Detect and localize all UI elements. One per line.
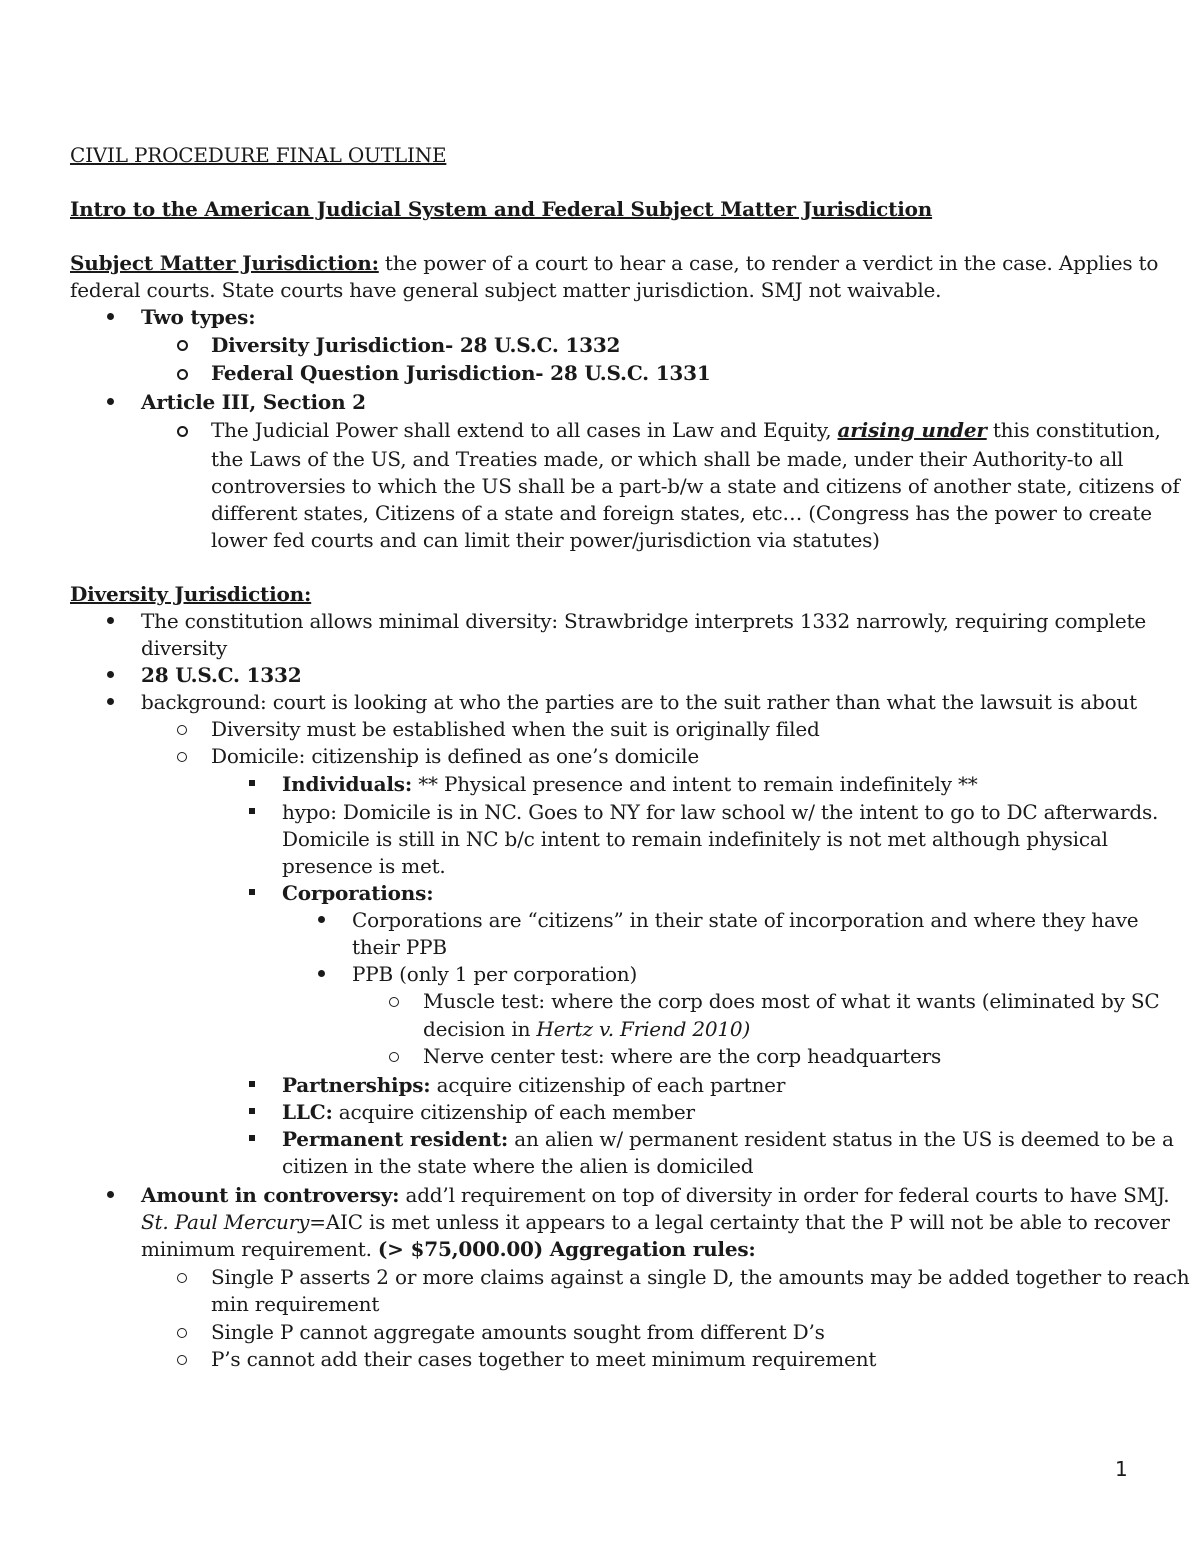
- bullet-icon: [107, 671, 114, 678]
- type-federal-question: Federal Question Jurisdiction- 28 U.S.C. 1331: [211, 361, 711, 385]
- established-text: Diversity must be established when the suit is originally filed: [211, 717, 820, 741]
- aic-line-2: St. Paul Mercury=AIC is met unless it appears to a legal certainty that the P will not be able to recover: [141, 1210, 1170, 1234]
- aggregation-rule-1-line-2: min requirement: [211, 1292, 380, 1316]
- article-text-line-2: the Laws of the US, and Treaties made, or which shall be made, under their Authority-to all: [211, 447, 1124, 471]
- diversity-heading: Diversity Jurisdiction:: [70, 582, 312, 606]
- section-heading: Intro to the American Judicial System and Federal Subject Matter Jurisdiction: [70, 197, 933, 221]
- domicile-text: Domicile: citizenship is defined as one’s domicile: [211, 744, 699, 768]
- two-types-label: Two types:: [141, 305, 256, 329]
- circle-bullet-icon: [389, 997, 399, 1007]
- circle-bullet-icon: [177, 369, 188, 380]
- bullet-icon: [107, 398, 114, 405]
- circle-bullet-icon: [177, 1328, 187, 1338]
- square-bullet-icon: [249, 1108, 255, 1114]
- permanent-resident-line-1: Permanent resident: an alien w/ permanent resident status in the US is deemed to be a: [282, 1127, 1174, 1151]
- corporations-line-2: their PPB: [352, 935, 447, 959]
- page-number: 1: [1115, 1457, 1128, 1481]
- circle-bullet-icon: [177, 426, 188, 437]
- background-text: background: court is looking at who the parties are to the suit rather than what the lawsuit is about: [141, 690, 1137, 714]
- llc-line: LLC: acquire citizenship of each member: [282, 1100, 695, 1124]
- individuals-line: Individuals: ** Physical presence and intent to remain indefinitely **: [282, 772, 978, 796]
- hypo-line-3: presence is met.: [282, 854, 446, 878]
- square-bullet-icon: [249, 780, 255, 786]
- st-paul-mercury-citation: St. Paul Mercury: [141, 1210, 310, 1234]
- bullet-icon: [107, 698, 114, 705]
- square-bullet-icon: [249, 1081, 255, 1087]
- aggregation-rule-2: Single P cannot aggregate amounts sought from different D’s: [211, 1320, 825, 1344]
- square-bullet-icon: [249, 1135, 255, 1141]
- bullet-icon: [318, 970, 325, 977]
- hertz-case-citation: Hertz v. Friend 2010): [536, 1017, 751, 1041]
- square-bullet-icon: [249, 889, 255, 895]
- circle-bullet-icon: [177, 340, 188, 351]
- circle-bullet-icon: [389, 1052, 399, 1062]
- document-title: CIVIL PROCEDURE FINAL OUTLINE: [70, 143, 447, 167]
- bullet-icon: [107, 617, 114, 624]
- aic-line-1: Amount in controversy: add’l requirement on top of diversity in order for federal courts to have SMJ.: [141, 1183, 1170, 1207]
- square-bullet-icon: [249, 808, 255, 814]
- aic-line-3: minimum requirement. (> $75,000.00) Aggregation rules:: [141, 1237, 756, 1261]
- article-text-line-1: The Judicial Power shall extend to all cases in Law and Equity, arising under this constitution,: [211, 418, 1161, 442]
- article-text-line-3: controversies to which the US shall be a part-b/w a state and citizens of another state, citizens of: [211, 474, 1180, 498]
- circle-bullet-icon: [177, 1355, 187, 1365]
- statute-1332: 28 U.S.C. 1332: [141, 663, 302, 687]
- corporations-line-1: Corporations are “citizens” in their state of incorporation and where they have: [352, 908, 1139, 932]
- bullet-icon: [107, 313, 114, 320]
- bullet-icon: [318, 916, 325, 923]
- smj-definition-line-1: Subject Matter Jurisdiction: the power of a court to hear a case, to render a verdict in the case. Applies to: [70, 251, 1159, 275]
- circle-bullet-icon: [177, 1273, 187, 1283]
- ppb-text: PPB (only 1 per corporation): [352, 962, 638, 986]
- article-text-line-4: different states, Citizens of a state and foreign states, etc… (Congress has the power to create: [211, 501, 1152, 525]
- nerve-center-text: Nerve center test: where are the corp headquarters: [423, 1044, 942, 1068]
- hypo-line-2: Domicile is still in NC b/c intent to remain indefinitely is not met although physical: [282, 827, 1108, 851]
- hypo-line-1: hypo: Domicile is in NC. Goes to NY for law school w/ the intent to go to DC afterwards.: [282, 800, 1159, 824]
- arising-under-emphasis: arising under: [837, 418, 987, 442]
- aggregation-rule-1-line-1: Single P asserts 2 or more claims against a single D, the amounts may be added together to reach: [211, 1265, 1190, 1289]
- aggregation-rule-3: P’s cannot add their cases together to meet minimum requirement: [211, 1347, 877, 1371]
- muscle-test-line-2: decision in Hertz v. Friend 2010): [423, 1017, 751, 1041]
- circle-bullet-icon: [177, 725, 187, 735]
- minimal-diversity-line-2: diversity: [141, 636, 228, 660]
- smj-term: Subject Matter Jurisdiction:: [70, 251, 379, 275]
- smj-definition-line-2: federal courts. State courts have general subject matter jurisdiction. SMJ not waivable.: [70, 278, 942, 302]
- minimal-diversity-line-1: The constitution allows minimal diversity: Strawbridge interprets 1332 narrowly, requiring complete: [141, 609, 1146, 633]
- muscle-test-line-1: Muscle test: where the corp does most of what it wants (eliminated by SC: [423, 989, 1160, 1013]
- article-text-line-5: lower fed courts and can limit their power/jurisdiction via statutes): [211, 528, 880, 552]
- type-diversity: Diversity Jurisdiction- 28 U.S.C. 1332: [211, 333, 621, 357]
- article-heading: Article III, Section 2: [141, 390, 366, 414]
- bullet-icon: [107, 1191, 114, 1198]
- corporations-label: Corporations:: [282, 881, 434, 905]
- partnerships-line: Partnerships: acquire citizenship of each partner: [282, 1073, 786, 1097]
- permanent-resident-line-2: citizen in the state where the alien is domiciled: [282, 1154, 754, 1178]
- circle-bullet-icon: [177, 752, 187, 762]
